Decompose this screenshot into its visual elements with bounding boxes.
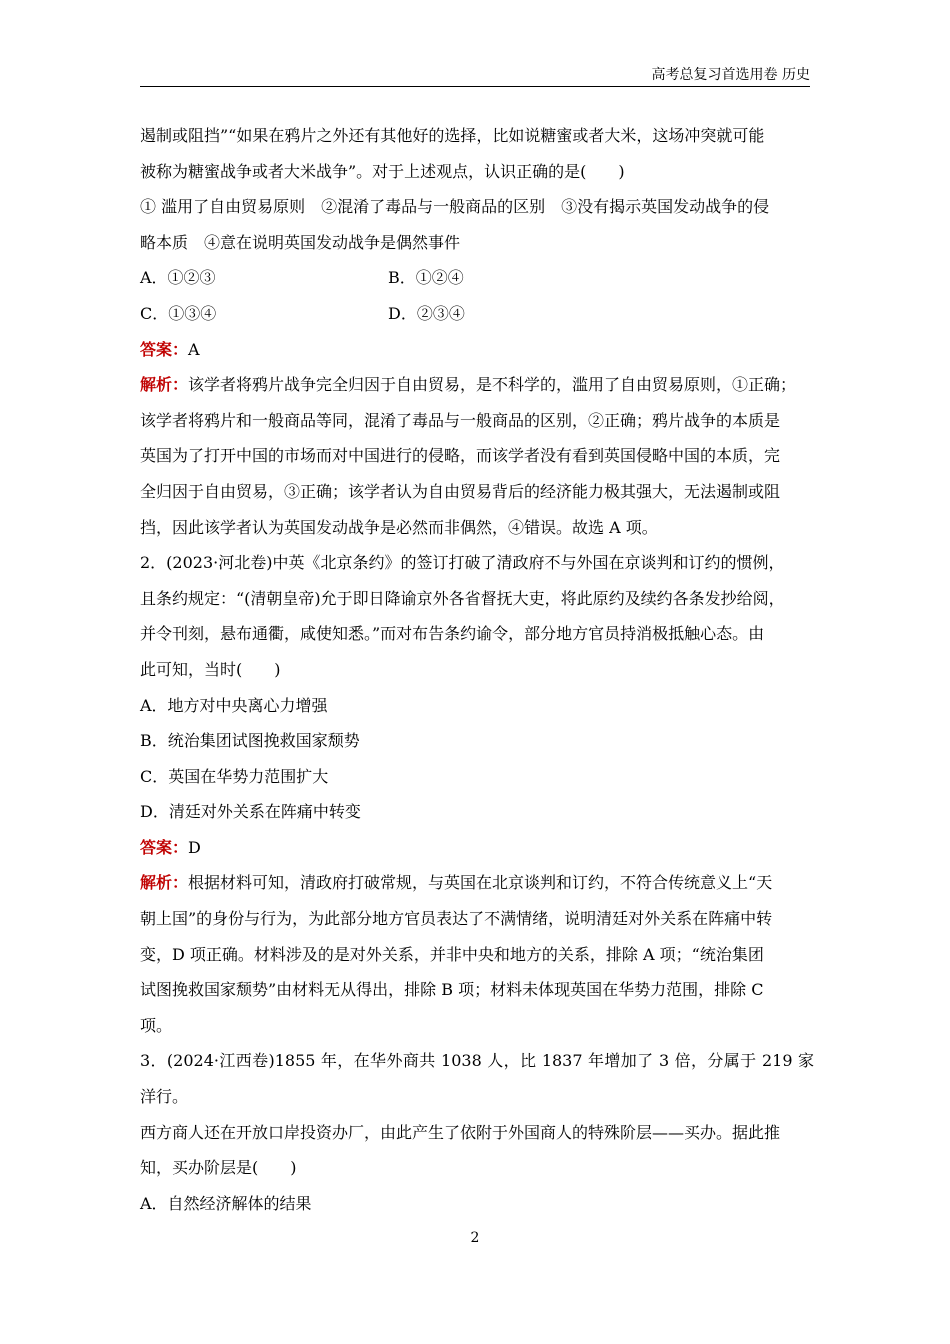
- analysis-label: 解析：: [140, 873, 189, 893]
- q3-option-a: A．自然经济解体的结果: [140, 1193, 312, 1213]
- q2-analysis-line: 变，D 项正确。材料涉及的是对外关系，并非中央和地方的关系，排除 A 项；“统治集团: [140, 944, 764, 964]
- answer-label: 答案：: [140, 837, 189, 857]
- question-1: [140, 118, 814, 545]
- q1-option-a: A．①②③: [140, 268, 216, 288]
- q1-statements-line: 略本质 ④意在说明英国发动战争是偶然事件: [140, 232, 461, 252]
- q2-stem-line: 此可知，当时( ): [140, 659, 281, 679]
- q2-analysis-line: 解析：根据材料可知，清政府打破常规，与英国在北京谈判和订约，不符合传统意义上“天: [140, 873, 773, 893]
- q2-stem-line: 且条约规定：“(清朝皇帝)允于即日降谕京外各省督抚大吏，将此原约及续约各条发抄给阅，: [140, 588, 785, 608]
- q1-statements-line: ① 滥用了自由贸易原则 ②混淆了毒品与一般商品的区别 ③没有揭示英国发动战争的侵: [140, 197, 770, 217]
- q2-answer: [140, 830, 814, 866]
- q1-options-row: [140, 260, 814, 296]
- analysis-label: 解析：: [140, 375, 189, 395]
- q2-stem-line: 2．(2023·河北卷)中英《北京条约》的签订打破了清政府不与外国在京谈判和订约的惯例，: [140, 553, 785, 573]
- q2-option-c: C．英国在华势力范围扩大: [140, 766, 329, 786]
- q3-stem-line: 西方商人还在开放口岸投资办厂，由此产生了依附于外国商人的特殊阶层——买办。据此推: [140, 1122, 781, 1142]
- q2-option-b: B．统治集团试图挽救国家颓势: [140, 731, 360, 751]
- q1-options-row: [140, 296, 814, 332]
- q2-option-d: D．清廷对外关系在阵痛中转变: [140, 802, 361, 822]
- q2-analysis-line: 朝上国”的身份与行为，为此部分地方官员表达了不满情绪，说明清廷对外关系在阵痛中转: [140, 909, 773, 929]
- q2-analysis-line: 试图挽救国家颓势”由材料无从得出，排除 B 项；材料未体现英国在华势力范围，排除 C: [140, 980, 764, 1000]
- q1-analysis-line: 英国为了打开中国的市场而对中国进行的侵略，而该学者没有看到英国侵略中国的本质，完: [140, 446, 781, 466]
- page-header: [140, 64, 810, 87]
- page-number: 2: [470, 1230, 480, 1246]
- q1-analysis-line: 挡，因此该学者认为英国发动战争是必然而非偶然，④错误。故选 A 项。: [140, 517, 658, 537]
- q2-option-a: A．地方对中央离心力增强: [140, 695, 328, 715]
- q1-option-c: C．①③④: [140, 303, 217, 323]
- q1-option-d: D．②③④: [388, 303, 465, 323]
- answer-value: A: [188, 339, 200, 359]
- q2-analysis-line: 项。: [140, 1015, 173, 1035]
- answer-value: D: [188, 837, 201, 857]
- q1-analysis-line: 解析：该学者将鸦片战争完全归因于自由贸易，是不科学的，滥用了自由贸易原则，①正确；: [140, 375, 797, 395]
- q3-stem-line: 3．(2024·江西卷)1855 年，在华外商共 1038 人，比 1837 年增加了 3 倍，分属于 219 家洋行。: [140, 1051, 814, 1107]
- question-2: [140, 545, 814, 1043]
- q3-stem-line: 知，买办阶层是( ): [140, 1158, 297, 1178]
- answer-label: 答案：: [140, 339, 189, 359]
- document-body: [140, 118, 814, 1221]
- q1-option-b: B．①②④: [388, 268, 464, 288]
- page-footer: [0, 1230, 950, 1246]
- q1-analysis-line: 全归因于自由贸易，③正确；该学者认为自由贸易背后的经济能力极其强大，无法遏制或阻: [140, 481, 781, 501]
- header-title: 高考总复习首选用卷 历史: [651, 67, 810, 83]
- q1-stem-line: 被称为糖蜜战争或者大米战争”。对于上述观点，认识正确的是( ): [140, 161, 625, 181]
- q1-analysis-line: 该学者将鸦片和一般商品等同，混淆了毒品与一般商品的区别，②正确；鸦片战争的本质是: [140, 410, 781, 430]
- q1-stem-line: 遏制或阻挡”“如果在鸦片之外还有其他好的选择，比如说糖蜜或者大米，这场冲突就可能: [140, 126, 765, 145]
- q1-answer: [140, 332, 814, 368]
- question-3: [140, 1043, 814, 1221]
- q2-stem-line: 并令刊刻，悬布通衢，咸使知悉。”而对布告条约谕令，部分地方官员持消极抵触心态。由: [140, 624, 765, 644]
